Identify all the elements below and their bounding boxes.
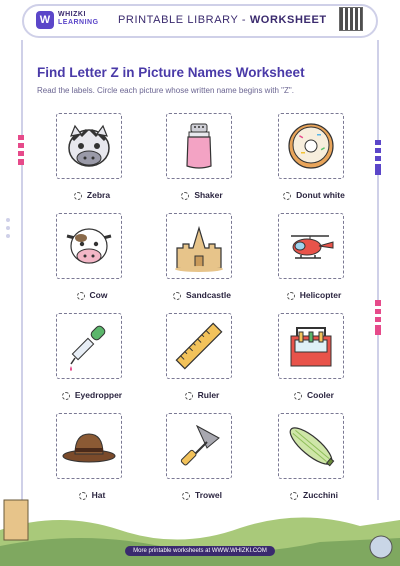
- item-label: [147, 390, 257, 400]
- item-cow: [37, 213, 147, 313]
- answer-circle[interactable]: [74, 192, 82, 200]
- answer-circle[interactable]: [62, 392, 70, 400]
- picture-frame: [166, 113, 232, 179]
- worksheet-title: Find Letter Z in Picture Names Worksheet: [37, 65, 305, 80]
- picture-frame: [278, 313, 344, 379]
- qr-code: [339, 7, 363, 31]
- answer-circle[interactable]: [77, 292, 85, 300]
- item-helicopter: [259, 213, 369, 313]
- item-name: Donut white: [296, 190, 345, 200]
- eyedropper-icon: [61, 318, 117, 374]
- library-title: [118, 14, 327, 26]
- item-name: Cow: [89, 290, 108, 300]
- item-label: [37, 290, 147, 300]
- trowel-icon: [171, 418, 227, 474]
- item-name: Eyedropper: [74, 390, 123, 400]
- item-name: Trowel: [195, 490, 222, 500]
- picture-frame: [278, 413, 344, 479]
- footer-text: More printable worksheets at WWW.WHIZKI.COM: [125, 546, 275, 556]
- shaker-icon: [171, 118, 227, 174]
- item-ruler: [147, 313, 257, 413]
- left-side-decoration: [0, 40, 30, 500]
- picture-frame: [56, 413, 122, 479]
- cooler-icon: [283, 318, 339, 374]
- answer-circle[interactable]: [294, 392, 302, 400]
- picture-frame: [56, 113, 122, 179]
- logo-text: [58, 11, 99, 27]
- right-side-decoration: [370, 40, 400, 500]
- answer-circle[interactable]: [287, 292, 295, 300]
- logo-line-2: LEARNING: [58, 19, 99, 26]
- picture-frame: [56, 313, 122, 379]
- picture-frame: [278, 213, 344, 279]
- answer-circle[interactable]: [185, 392, 193, 400]
- worksheet-instructions: Read the labels. Circle each picture whose written name begins with "Z".: [37, 86, 294, 95]
- item-cooler: [259, 313, 369, 413]
- donut-icon: [283, 118, 339, 174]
- item-name: Ruler: [197, 390, 220, 400]
- answer-circle[interactable]: [173, 292, 181, 300]
- picture-frame: [56, 213, 122, 279]
- cow-icon: [61, 218, 117, 274]
- item-label: [259, 290, 369, 300]
- item-name: Sandcastle: [186, 290, 231, 300]
- item-name: Zebra: [86, 190, 111, 200]
- zucchini-icon: [283, 418, 339, 474]
- logo-line-1: WHIZKI: [58, 11, 86, 18]
- item-zebra: [37, 113, 147, 213]
- item-shaker: [147, 113, 257, 213]
- library-prefix: PRINTABLE LIBRARY -: [118, 14, 250, 26]
- item-label: [147, 290, 257, 300]
- library-type: WORKSHEET: [249, 14, 327, 26]
- item-label: [259, 390, 369, 400]
- whizki-logo: W: [36, 11, 54, 29]
- sandcastle-icon: [171, 218, 227, 274]
- item-label: [147, 190, 257, 200]
- picture-frame: [278, 113, 344, 179]
- item-label: [259, 190, 369, 200]
- item-name: Cooler: [307, 390, 334, 400]
- footer-link[interactable]: [0, 548, 400, 554]
- picture-frame: [166, 213, 232, 279]
- picture-frame: [166, 413, 232, 479]
- item-name: Helicopter: [299, 290, 342, 300]
- item-name: Hat: [91, 490, 106, 500]
- zebra-icon: [61, 118, 117, 174]
- helicopter-icon: [283, 218, 339, 274]
- item-label: [37, 190, 147, 200]
- item-label: [37, 390, 147, 400]
- item-name: Zucchini: [303, 490, 338, 500]
- item-eyedropper: [37, 313, 147, 413]
- answer-circle[interactable]: [181, 192, 189, 200]
- answer-circle[interactable]: [283, 192, 291, 200]
- hat-icon: [61, 418, 117, 474]
- item-sandcastle: [147, 213, 257, 313]
- item-name: Shaker: [194, 190, 223, 200]
- ruler-icon: [171, 318, 227, 374]
- picture-frame: [166, 313, 232, 379]
- item-donut: [259, 113, 369, 213]
